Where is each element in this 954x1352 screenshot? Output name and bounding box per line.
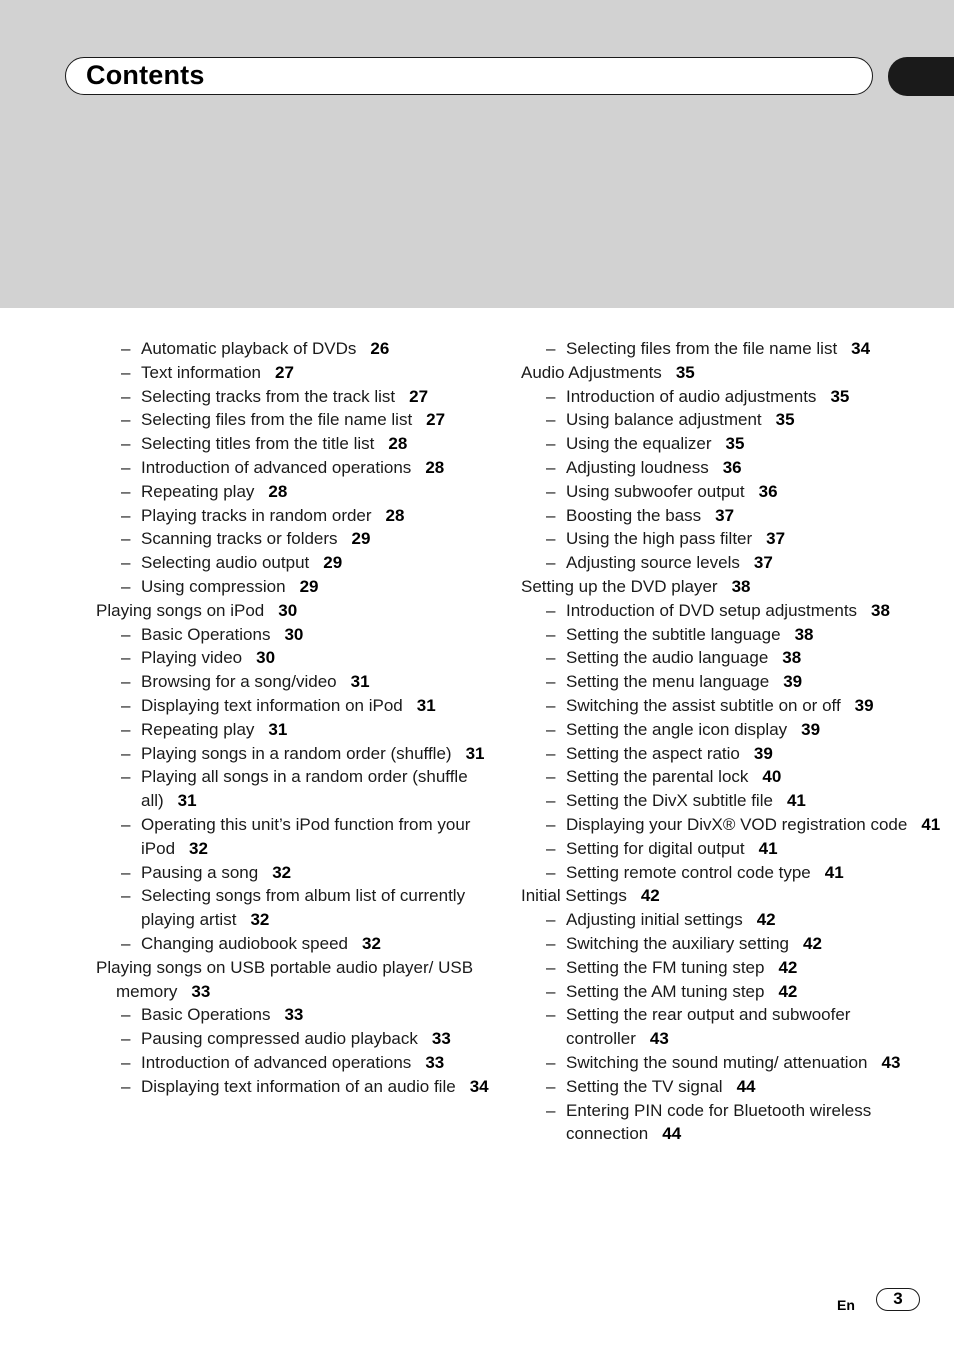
- toc-item[interactable]: [96, 408, 516, 432]
- page-number-badge: [876, 1288, 920, 1311]
- toc-item[interactable]: [521, 337, 941, 361]
- toc-item[interactable]: [96, 1075, 516, 1099]
- toc-page-number: 38: [782, 648, 802, 668]
- section-tab-marker: [888, 57, 954, 96]
- toc-dash: –: [121, 886, 131, 906]
- toc-dash: –: [121, 386, 131, 406]
- toc-entry-title: Operating this unit’s iPod function from your iPod: [141, 814, 471, 858]
- toc-dash: –: [121, 1029, 131, 1049]
- toc-entry-title: Adjusting loudness: [566, 457, 709, 477]
- toc-page-number: 38: [731, 576, 751, 596]
- toc-entry-title: Setting the subtitle language: [566, 624, 781, 644]
- toc-entry-title: Using subwoofer output: [566, 481, 745, 501]
- toc-item[interactable]: [96, 884, 516, 932]
- toc-page-number: 38: [871, 600, 890, 620]
- toc-item[interactable]: [521, 694, 941, 718]
- toc-dash: –: [121, 1052, 131, 1072]
- toc-page-number: 28: [388, 434, 408, 454]
- toc-item[interactable]: [96, 432, 516, 456]
- toc-page-number: 31: [268, 719, 288, 739]
- toc-dash: –: [121, 1005, 131, 1025]
- toc-entry-title: Selecting titles from the title list: [141, 434, 375, 454]
- toc-dash: –: [121, 434, 131, 454]
- toc-item[interactable]: [96, 361, 516, 385]
- toc-page-number: 35: [830, 386, 850, 406]
- toc-item[interactable]: [96, 1003, 516, 1027]
- toc-dash: –: [121, 505, 131, 525]
- toc-entry-title: Playing songs on USB portable audio player/ USB memory: [96, 957, 474, 1001]
- language-label: En: [837, 1297, 855, 1313]
- toc-item[interactable]: [96, 385, 516, 409]
- toc-dash: –: [546, 457, 556, 477]
- toc-page-number: 39: [753, 743, 773, 763]
- toc-dash: –: [546, 695, 556, 715]
- toc-dash: –: [546, 339, 556, 358]
- toc-page-number: 41: [824, 862, 844, 882]
- toc-page-number: 42: [756, 910, 776, 930]
- toc-page-number: 44: [662, 1124, 682, 1144]
- toc-page-number: 28: [425, 457, 445, 477]
- toc-entry-title: Selecting tracks from the track list: [141, 386, 396, 406]
- toc-section[interactable]: [521, 884, 941, 908]
- toc-page-number: 31: [416, 695, 436, 715]
- toc-dash: –: [121, 814, 131, 834]
- header-band: [0, 0, 954, 308]
- toc-entry-title: Displaying your DivX® VOD registration code: [566, 814, 908, 834]
- toc-page-number: 27: [426, 410, 446, 430]
- toc-item[interactable]: [96, 480, 516, 504]
- toc-entry-title: Setting the TV signal: [566, 1076, 723, 1096]
- toc-item[interactable]: [521, 932, 941, 956]
- toc-item[interactable]: [521, 837, 941, 861]
- toc-dash: –: [121, 933, 131, 953]
- toc-page-number: 37: [766, 529, 786, 549]
- toc-section[interactable]: [96, 956, 516, 1004]
- toc-item[interactable]: [521, 1075, 941, 1099]
- toc-item[interactable]: [521, 908, 941, 932]
- toc-entry-title: Setting the audio language: [566, 648, 769, 668]
- title-box: [65, 57, 873, 95]
- toc-entry-title: Selecting files from the file name list: [141, 410, 413, 430]
- toc-entry-title: Switching the sound muting/ attenuation: [566, 1052, 868, 1072]
- toc-page-number: 42: [778, 957, 798, 977]
- toc-dash: –: [546, 767, 556, 787]
- toc-item[interactable]: [96, 623, 516, 647]
- toc-dash: –: [121, 672, 131, 692]
- toc-page-number: 30: [278, 600, 298, 620]
- toc-entry-title: Introduction of advanced operations: [141, 1052, 412, 1072]
- toc-entry-title: Entering PIN code for Bluetooth wireless connection: [566, 1100, 872, 1144]
- toc-item[interactable]: [521, 789, 941, 813]
- toc-dash: –: [546, 814, 556, 834]
- toc-page-number: 26: [370, 339, 390, 358]
- toc-section[interactable]: [96, 599, 516, 623]
- toc-page-number: 41: [786, 791, 806, 811]
- toc-item[interactable]: [96, 694, 516, 718]
- toc-entry-title: Selecting audio output: [141, 553, 310, 573]
- toc-item[interactable]: [96, 1027, 516, 1051]
- toc-item[interactable]: [521, 504, 941, 528]
- toc-entry-title: Introduction of DVD setup adjustments: [566, 600, 858, 620]
- toc-entry-title: Introduction of audio adjustments: [566, 386, 817, 406]
- toc-page-number: 27: [275, 362, 294, 382]
- toc-entry-title: Setting the AM tuning step: [566, 981, 765, 1001]
- toc-entry-title: Setting for digital output: [566, 838, 745, 858]
- toc-dash: –: [546, 957, 556, 977]
- toc-entry-title: Switching the auxiliary setting: [566, 933, 790, 953]
- toc-entry-title: Changing audiobook speed: [141, 933, 349, 953]
- toc-page-number: 39: [801, 719, 821, 739]
- page-title: Contents: [86, 60, 205, 90]
- toc-entry-title: Automatic playback of DVDs: [141, 339, 357, 358]
- toc-item[interactable]: [521, 765, 941, 789]
- toc-dash: –: [121, 553, 131, 573]
- toc-dash: –: [121, 743, 131, 763]
- toc-entry-title: Selecting songs from album list of currently playing artist: [141, 886, 466, 930]
- toc-dash: –: [546, 434, 556, 454]
- toc-page-number: 37: [715, 505, 735, 525]
- toc-dash: –: [546, 648, 556, 668]
- toc-entry-title: Initial Settings: [521, 886, 627, 906]
- toc-entry-title: Using compression: [141, 576, 286, 596]
- toc-dash: –: [121, 719, 131, 739]
- toc-entry-title: Basic Operations: [141, 1005, 271, 1025]
- toc-page-number: 33: [425, 1052, 445, 1072]
- toc-page-number: 41: [758, 838, 778, 858]
- toc-entry-title: Playing all songs in a random order (shuffle all): [141, 767, 468, 811]
- toc-page-number: 42: [803, 933, 822, 953]
- toc-page-number: 29: [299, 576, 319, 596]
- toc-page-number: 31: [177, 791, 197, 811]
- toc-item[interactable]: [521, 527, 941, 551]
- toc-page-number: 35: [725, 434, 745, 454]
- toc-item[interactable]: [521, 623, 941, 647]
- toc-page-number: 32: [272, 862, 292, 882]
- toc-entry-title: Switching the assist subtitle on or off: [566, 695, 841, 715]
- toc-dash: –: [121, 1076, 131, 1096]
- toc-item[interactable]: [521, 1099, 941, 1147]
- toc-page-number: 43: [649, 1029, 669, 1049]
- toc-item[interactable]: [96, 527, 516, 551]
- toc-page-number: 36: [722, 457, 742, 477]
- toc-item[interactable]: [521, 670, 941, 694]
- toc-page-number: 27: [409, 386, 429, 406]
- toc-item[interactable]: [521, 646, 941, 670]
- toc-item[interactable]: [96, 932, 516, 956]
- toc-item[interactable]: [521, 956, 941, 980]
- toc-page-number: 41: [921, 814, 941, 834]
- toc-page-number: 36: [758, 481, 778, 501]
- toc-dash: –: [546, 1005, 556, 1025]
- toc-page-number: 31: [465, 743, 485, 763]
- toc-dash: –: [121, 339, 131, 358]
- toc-page-number: 34: [469, 1076, 489, 1096]
- toc-item[interactable]: [96, 742, 516, 766]
- toc-entry-title: Setting the angle icon display: [566, 719, 788, 739]
- toc-page-number: 42: [778, 981, 798, 1001]
- toc-dash: –: [546, 910, 556, 930]
- toc-dash: –: [121, 767, 131, 787]
- toc-item[interactable]: [521, 980, 941, 1004]
- toc-dash: –: [546, 1100, 556, 1120]
- toc-entry-title: Setting the FM tuning step: [566, 957, 765, 977]
- toc-page-number: 32: [250, 910, 270, 930]
- toc-page-number: 32: [189, 838, 208, 858]
- toc-entry-title: Setting the rear output and subwoofer controller: [566, 1005, 851, 1049]
- toc-dash: –: [546, 791, 556, 811]
- toc-entry-title: Pausing a song: [141, 862, 259, 882]
- toc-entry-title: Text information: [141, 362, 261, 382]
- toc-dash: –: [121, 648, 131, 668]
- toc-item[interactable]: [96, 575, 516, 599]
- toc-page-number: 33: [284, 1005, 304, 1025]
- toc-page-number: 38: [794, 624, 814, 644]
- toc-dash: –: [546, 553, 556, 573]
- toc-dash: –: [546, 981, 556, 1001]
- toc-entry-title: Using balance adjustment: [566, 410, 762, 430]
- toc-entry-title: Repeating play: [141, 481, 255, 501]
- toc-dash: –: [546, 1076, 556, 1096]
- toc-item[interactable]: [96, 670, 516, 694]
- toc-entry-title: Playing songs in a random order (shuffle): [141, 743, 452, 763]
- toc-item[interactable]: [96, 646, 516, 670]
- toc-entry-title: Adjusting source levels: [566, 553, 740, 573]
- toc-page-number: 39: [783, 672, 803, 692]
- toc-page-number: 40: [762, 767, 782, 787]
- toc-page-number: 35: [775, 410, 795, 430]
- toc-item[interactable]: [96, 765, 516, 813]
- toc-entry-title: Introduction of advanced operations: [141, 457, 412, 477]
- toc-entry-title: Displaying text information on iPod: [141, 695, 403, 715]
- toc-entry-title: Setting the DivX subtitle file: [566, 791, 773, 811]
- toc-entry-title: Using the equalizer: [566, 434, 712, 454]
- toc-page-number: 39: [854, 695, 874, 715]
- toc-dash: –: [546, 505, 556, 525]
- toc-entry-title: Pausing compressed audio playback: [141, 1029, 418, 1049]
- toc-item[interactable]: [521, 1003, 941, 1051]
- toc-entry-title: Selecting files from the file name list: [566, 339, 838, 358]
- toc-page-number: 30: [256, 648, 276, 668]
- toc-page-number: 29: [351, 529, 371, 549]
- toc-entry-title: Scanning tracks or folders: [141, 529, 338, 549]
- toc-entry-title: Boosting the bass: [566, 505, 702, 525]
- toc-item[interactable]: [521, 813, 941, 837]
- toc-dash: –: [121, 862, 131, 882]
- toc-dash: –: [546, 1052, 556, 1072]
- toc-column-left: [96, 337, 516, 1099]
- toc-dash: –: [546, 672, 556, 692]
- toc-entry-title: Setting remote control code type: [566, 862, 811, 882]
- toc-page-number: 31: [350, 672, 370, 692]
- toc-entry-title: Using the high pass filter: [566, 529, 753, 549]
- toc-dash: –: [546, 624, 556, 644]
- toc-page-number: 37: [753, 553, 773, 573]
- toc-entry-title: Playing songs on iPod: [96, 600, 265, 620]
- toc-item[interactable]: [521, 742, 941, 766]
- toc-page-number: 35: [675, 362, 695, 382]
- toc-page-number: 33: [191, 981, 211, 1001]
- toc-item[interactable]: [521, 456, 941, 480]
- toc-item[interactable]: [96, 1051, 516, 1075]
- toc-item[interactable]: [521, 599, 941, 623]
- toc-item[interactable]: [521, 718, 941, 742]
- toc-item[interactable]: [521, 385, 941, 409]
- toc-page-number: 44: [736, 1076, 756, 1096]
- toc-dash: –: [546, 743, 556, 763]
- toc-entry-title: Displaying text information of an audio file: [141, 1076, 456, 1096]
- toc-item[interactable]: [521, 480, 941, 504]
- toc-dash: –: [546, 933, 556, 953]
- toc-dash: –: [121, 695, 131, 715]
- toc-page-number: 32: [362, 933, 381, 953]
- toc-page-number: 30: [284, 624, 304, 644]
- toc-dash: –: [121, 624, 131, 644]
- toc-item[interactable]: [521, 861, 941, 885]
- toc-entry-title: Repeating play: [141, 719, 255, 739]
- toc-entry-title: Playing tracks in random order: [141, 505, 372, 525]
- toc-column-right: [521, 337, 941, 1146]
- toc-entry-title: Setting up the DVD player: [521, 576, 718, 596]
- toc-item[interactable]: [96, 337, 516, 361]
- toc-dash: –: [546, 529, 556, 549]
- toc-item[interactable]: [521, 1051, 941, 1075]
- toc-dash: –: [546, 410, 556, 430]
- toc-item[interactable]: [96, 813, 516, 861]
- toc-entry-title: Browsing for a song/video: [141, 672, 337, 692]
- toc-item[interactable]: [96, 551, 516, 575]
- toc-item[interactable]: [96, 861, 516, 885]
- toc-entry-title: Basic Operations: [141, 624, 271, 644]
- toc-dash: –: [546, 386, 556, 406]
- toc-item[interactable]: [96, 718, 516, 742]
- toc-page-number: 29: [323, 553, 343, 573]
- toc-dash: –: [546, 838, 556, 858]
- toc-page-number: 43: [881, 1052, 901, 1072]
- toc-item[interactable]: [521, 408, 941, 432]
- toc-page-number: 28: [268, 481, 288, 501]
- toc-section[interactable]: [521, 361, 941, 385]
- toc-page-number: 28: [385, 505, 405, 525]
- toc-entry-title: Playing video: [141, 648, 243, 668]
- toc-page-number: 42: [640, 886, 660, 906]
- toc-dash: –: [121, 481, 131, 501]
- toc-entry-title: Setting the parental lock: [566, 767, 749, 787]
- toc-dash: –: [546, 719, 556, 739]
- toc-dash: –: [121, 362, 131, 382]
- toc-item[interactable]: [96, 504, 516, 528]
- toc-item[interactable]: [521, 551, 941, 575]
- toc-entry-title: Adjusting initial settings: [566, 910, 743, 930]
- toc-entry-title: Setting the menu language: [566, 672, 770, 692]
- toc-item[interactable]: [96, 456, 516, 480]
- toc-page-number: 33: [431, 1029, 451, 1049]
- toc-dash: –: [121, 410, 131, 430]
- toc-page-number: 34: [851, 339, 871, 358]
- toc-item[interactable]: [521, 432, 941, 456]
- toc-section[interactable]: [521, 575, 941, 599]
- page-number: 3: [893, 1289, 903, 1308]
- toc-entry-title: Setting the aspect ratio: [566, 743, 740, 763]
- toc-dash: –: [121, 457, 131, 477]
- toc-dash: –: [546, 862, 556, 882]
- toc-entry-title: Audio Adjustments: [521, 362, 662, 382]
- toc-dash: –: [546, 481, 556, 501]
- toc-dash: –: [121, 529, 131, 549]
- toc-dash: –: [546, 600, 556, 620]
- toc-dash: –: [121, 576, 131, 596]
